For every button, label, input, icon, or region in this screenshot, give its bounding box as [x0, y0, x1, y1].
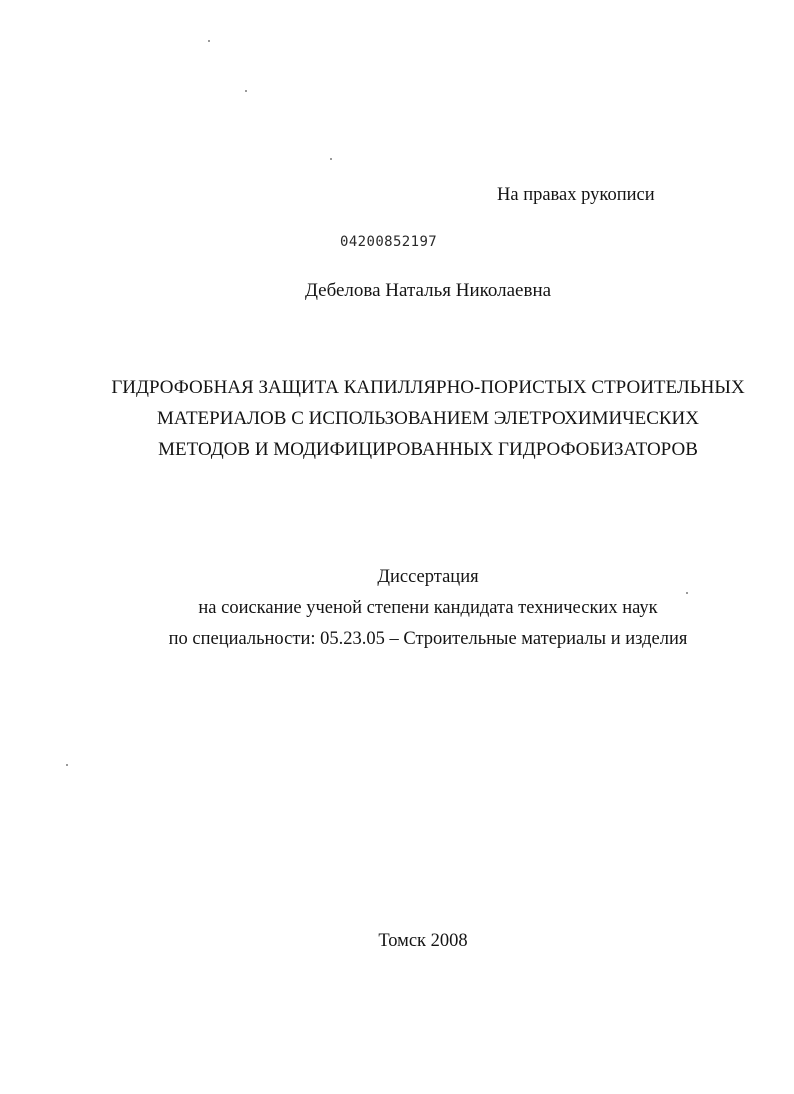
- scan-speck: [66, 764, 68, 766]
- degree-specialty: по специальности: 05.23.05 – Строительные материалы и изделия: [168, 629, 688, 649]
- dissertation-title: [0, 372, 794, 465]
- scan-speck: [245, 90, 247, 92]
- registration-number: 04200852197: [340, 234, 438, 250]
- degree-purpose: на соискание ученой степени кандидата технических наук: [198, 598, 658, 618]
- city-year: Томск 2008: [378, 931, 468, 951]
- title-line: ГИДРОФОБНАЯ ЗАЩИТА КАПИЛЛЯРНО-ПОРИСТЫХ СТРОИТЕЛЬНЫХ: [111, 377, 745, 398]
- scan-speck: [208, 40, 210, 42]
- author-name: Дебелова Наталья Николаевна: [304, 280, 552, 301]
- manuscript-rights-note: На правах рукописи: [497, 185, 655, 205]
- degree-statement: [0, 562, 794, 655]
- scan-speck: [330, 158, 332, 160]
- title-line: МАТЕРИАЛОВ С ИСПОЛЬЗОВАНИЕМ ЭЛЕТРОХИМИЧЕСКИХ: [157, 408, 699, 429]
- title-line: МЕТОДОВ И МОДИФИЦИРОВАННЫХ ГИДРОФОБИЗАТОРОВ: [158, 439, 698, 460]
- document-type: Диссертация: [377, 567, 479, 587]
